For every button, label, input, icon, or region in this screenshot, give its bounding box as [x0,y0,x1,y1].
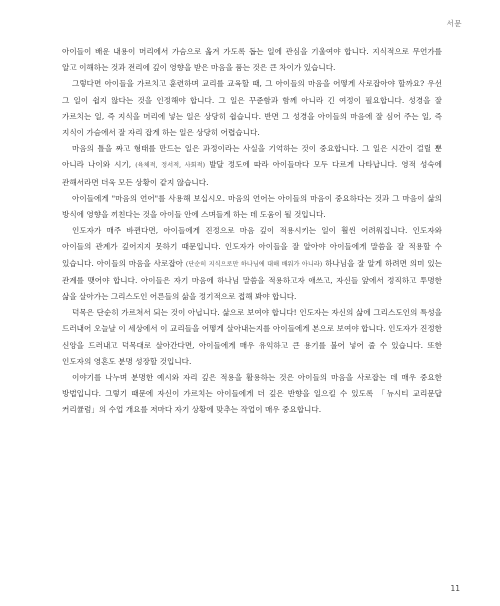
paragraph-2 [62,76,442,141]
parenthetical-note: (육체적, 정서적, 사회적) [135,162,206,170]
paragraph-3 [62,141,442,191]
paragraph-1 [62,44,442,76]
paragraph-text: 마음의 틀을 짜고 형태를 만드는 일은 과정이라는 사실을 기억하는 것이 중요합니다. 그 일은 시간이 걸릴 뿐 아니라 나이와 시기, [62,144,442,170]
parenthetical-note: (단순히 지식으로만 하나님에 대해 배워가 아니라) [185,260,323,268]
running-header: 서문 [446,19,462,28]
paragraph-text: 이야기를 나누며 분명한 예시와 자리 깊은 적용을 활용하는 것은 아이들의 마음을 사로잡는 데 매우 중요한 방법입니다. 그렇기 때문에 자신이 가르치는 아이들에게 더 깊은 반향을 일으킬 수 있도록 「뉴시티 교리문답 커리큘럼」의 수업 개요를 저마다 자기 상황에 맞추는 작업이 매우 중요합니다. [62,373,442,415]
paragraph-text: 인도자가 매주 바뀐다면, 아이들에게 진정으로 마음 깊이 적용시키는 일이 훨씬 어려워집니다. 인도자와 아이들의 관계가 깊어지지 못하기 때문입니다. 인도자가 아이들을 잘 알아야 아이들에게 말씀을 잘 적용할 수 있습니다. 아이들의 마음을 사로잡아 [62,226,442,268]
paragraph-text: 발달 정도에 따라 아이들마다 모두 다르게 나타납니다. 영적 성숙에 관해서라면 더욱 모든 상황이 같지 않습니다. [62,160,442,187]
paragraph-4 [62,191,442,223]
paragraph-6 [62,305,442,370]
paragraph-text: 아이들에게 "마음의 언어"를 사용해 보십시오. 마음의 언어는 아이들의 마음이 중요하다는 것과 그 마음이 삶의 방식에 영향을 끼친다는 것을 아이들 안에 스며들게 하는 데 도움이 될 것입니다. [62,193,442,220]
paragraph-text: 아이들이 배운 내용이 머리에서 가슴으로 옮겨 가도록 돕는 일에 관심을 기울여야 합니다. 지식적으로 무언가를 알고 이해하는 것과 전리에 깊이 영향을 받은 마음을 품는 것은 큰 차이가 있습니다. [62,47,442,73]
page-body [62,44,442,419]
paragraph-7 [62,370,442,419]
paragraph-text: 덕목은 단순히 가르쳐서 되는 것이 아닙니다. 삶으로 보여야 합니다! 인도자는 자신의 삶에 그리스도인의 특성을 드러내어 오늘날 이 세상에서 이 교리들을 어떻게 살아내는지를 아이들에게 본으로 보여야 합니다. 인도자가 진정한 신앙을 드러내고 덕목대로 살아간다면, 아이들에게 매우 유익하고 큰 용기를 불어 넣어 줄 수 있습니다. 또한 인도자의 영혼도 분명 성장할 것입니다. [62,308,442,366]
paragraph-text: 하나님을 잘 알게 하려면 의미 있는 관계를 맺어야 합니다. 아이들은 자기 마음에 하나님 말씀을 적용하고자 애쓰고, 자신들 앞에서 정직하고 투명한 삶을 살아가는 그리스도인 어른들의 삶을 정기적으로 접해 봐야 합니다. [62,258,442,302]
paragraph-text: 그렇다면 아이들을 가르치고 훈련하며 교리를 교육할 때, 그 아이들의 마음을 어떻게 사로잡아야 할까요? 우선 그 일이 쉽지 않다는 것을 인정해야 합니다. 그 일은 꾸준함과 함께 아니라 긴 여정이 필요합니다. 성경을 잘 가르치는 일, 즉 지식을 머리에 넣는 일은 상당히 쉽습니다. 반면 그 성경을 아이들의 마음에 잘 심어 주는 일, 즉 지식이 가슴에서 잘 자리 잡게 하는 일은 상당히 어렵습니다. [62,79,442,138]
page-number: 11 [450,584,460,593]
paragraph-5 [62,223,442,305]
